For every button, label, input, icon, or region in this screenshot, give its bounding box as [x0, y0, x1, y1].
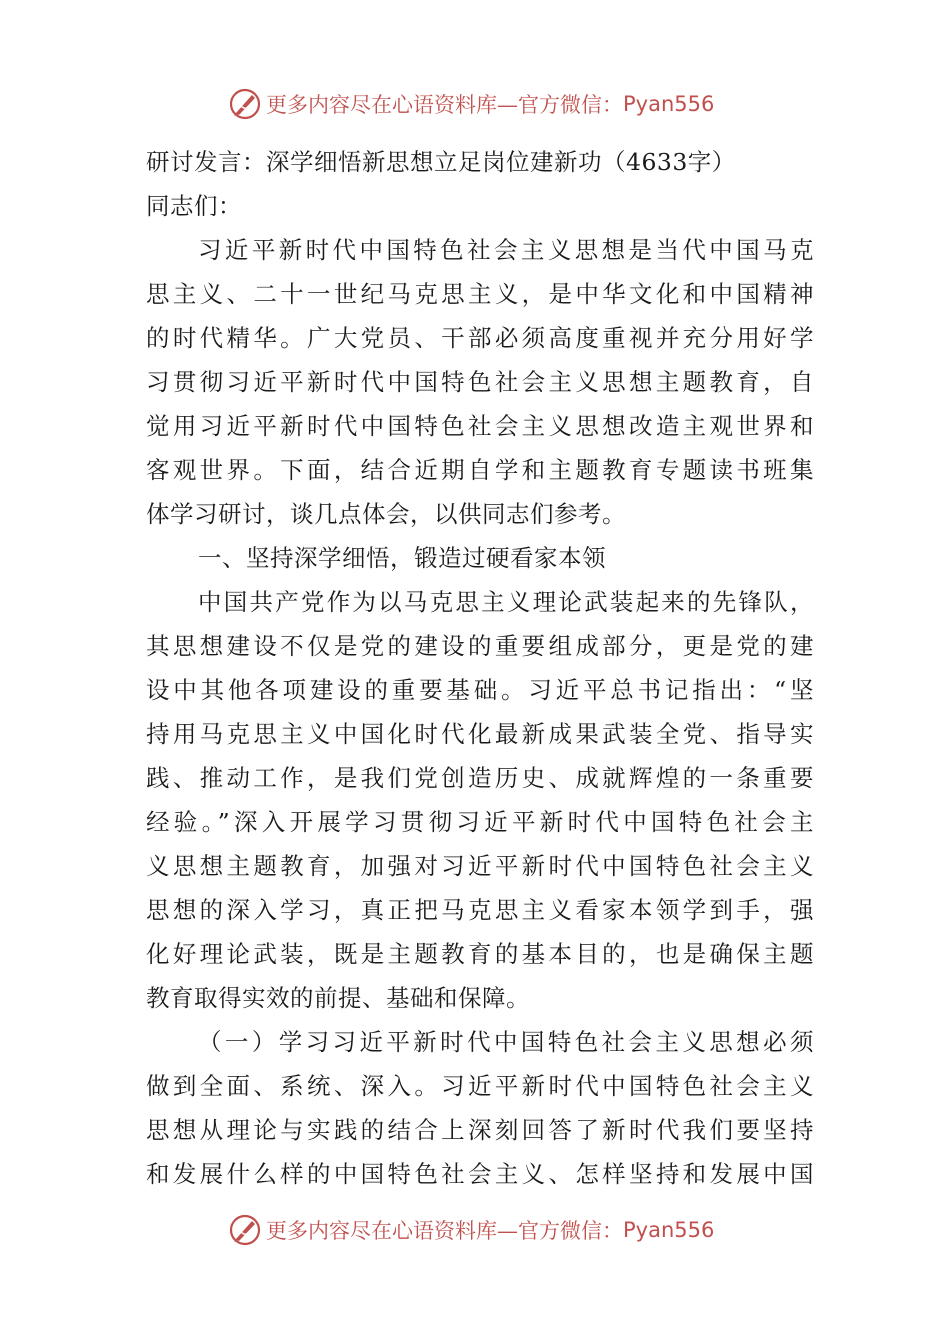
text-line: 义思想主题教育，加强对习近平新时代中国特色社会主义 [146, 852, 814, 880]
text-line: 践、推动工作，是我们党创造历史、成就辉煌的一条重要 [146, 764, 814, 792]
text-line: 经验。”深入开展学习贯彻习近平新时代中国特色社会主 [146, 808, 814, 836]
text-line: 体学习研讨，谈几点体会，以供同志们参考。 [146, 500, 626, 528]
text-line: 化好理论武装，既是主题教育的基本目的，也是确保主题 [146, 940, 814, 968]
text-line: 思想的深入学习，真正把马克思主义看家本领学到手，强 [146, 896, 814, 924]
text-line: 思想从理论与实践的结合上深刻回答了新时代我们要坚持 [146, 1116, 814, 1144]
text-line: 设中其他各项建设的重要基础。习近平总书记指出：“坚 [146, 676, 814, 704]
text-line: 习贯彻习近平新时代中国特色社会主义思想主题教育，自 [146, 368, 814, 396]
quill-pen-circle-icon [228, 1213, 262, 1247]
watermark-header [228, 86, 714, 122]
salutation: 同志们： [146, 192, 242, 220]
text-line: 做到全面、系统、深入。习近平新时代中国特色社会主义 [146, 1072, 814, 1100]
watermark-text: 更多内容尽在心语资料库—官方微信： [266, 1219, 623, 1243]
quill-pen-circle-icon [228, 87, 262, 121]
text-line: 和发展什么样的中国特色社会主义、怎样坚持和发展中国 [146, 1160, 814, 1188]
text-line: （一）学习习近平新时代中国特色社会主义思想必须 [198, 1028, 814, 1056]
text-line: 思主义、二十一世纪马克思主义，是中华文化和中国精神 [146, 280, 814, 308]
text-line: 持用马克思主义中国化时代化最新成果武装全党、指导实 [146, 720, 814, 748]
text-line: 一、坚持深学细悟，锻造过硬看家本领 [198, 544, 606, 572]
document-body [146, 140, 814, 1196]
text-line: 其思想建设不仅是党的建设的重要组成部分，更是党的建 [146, 632, 814, 660]
text-line: 教育取得实效的前提、基础和保障。 [146, 984, 530, 1012]
text-line: 觉用习近平新时代中国特色社会主义思想改造主观世界和 [146, 412, 814, 440]
text-line: 客观世界。下面，结合近期自学和主题教育专题读书班集 [146, 456, 814, 484]
text-line: 习近平新时代中国特色社会主义思想是当代中国马克 [198, 236, 814, 264]
watermark-text: 更多内容尽在心语资料库—官方微信： [266, 93, 623, 117]
text-line: 中国共产党作为以马克思主义理论武装起来的先锋队， [198, 588, 814, 616]
watermark-footer [228, 1212, 714, 1248]
document-title: 研讨发言：深学细悟新思想立足岗位建新功（4633字） [146, 148, 736, 176]
text-line: 的时代精华。广大党员、干部必须高度重视并充分用好学 [146, 324, 814, 352]
paragraph-lines [146, 228, 814, 1196]
watermark-wechat-id: Pyan556 [623, 1218, 715, 1242]
watermark-wechat-id: Pyan556 [623, 92, 715, 116]
